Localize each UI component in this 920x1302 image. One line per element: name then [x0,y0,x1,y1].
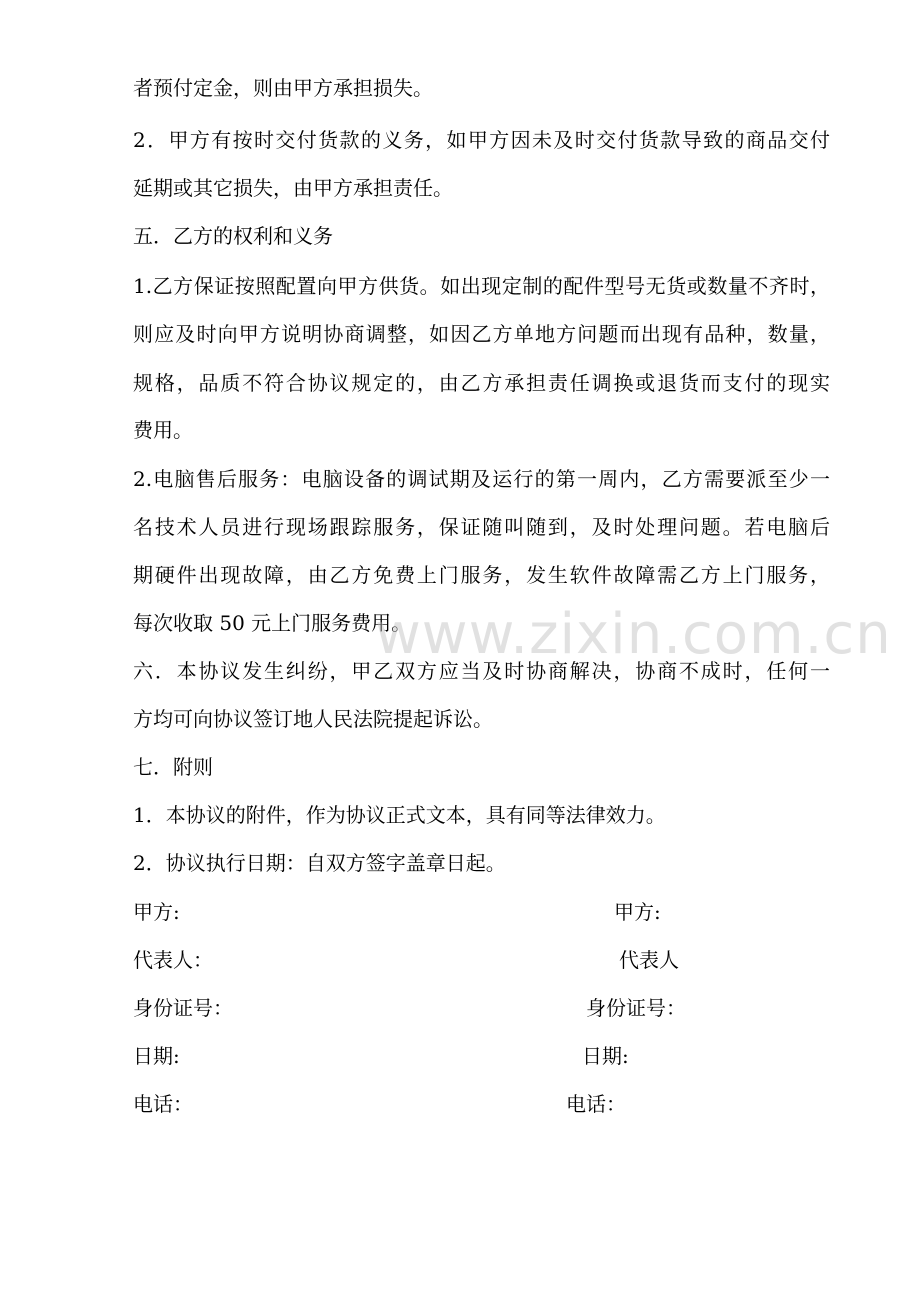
signature-representative-right: 代表人 [619,948,679,972]
body-line-1: 者预付定金，则由甲方承担损失。 [133,76,433,100]
section-heading-6: 六．本协议发生纠纷，甲乙双方应当及时协商解决，协商不成时，任何一 [133,659,830,683]
section-heading-7: 七．附则 [133,755,213,779]
body-line-17: 2．协议执行日期：自双方签字盖章日起。 [133,851,506,875]
body-line-10: 名技术人员进行现场跟踪服务，保证随叫随到，及时处理问题。若电脑后 [133,515,830,539]
body-line-16: 1．本协议的附件，作为协议正式文本，具有同等法律效力。 [133,803,666,827]
signature-representative-left: 代表人： [133,948,213,972]
section-heading-5: 五．乙方的权利和义务 [133,224,333,248]
body-line-9: 2.电脑售后服务：电脑设备的调试期及运行的第一周内，乙方需要派至少一 [133,467,830,491]
body-line-2: 2．甲方有按时交付货款的义务，如甲方因未及时交付货款导致的商品交付 [133,128,830,152]
signature-id-left: 身份证号： [133,996,233,1020]
signature-party-a-right: 甲方: [614,900,661,924]
signature-party-a-left: 甲方: [133,900,180,924]
signature-id-right: 身份证号： [586,996,686,1020]
signature-phone-left: 电话： [133,1092,193,1116]
signature-phone-right: 电话： [566,1092,626,1116]
body-line-14: 方均可向协议签订地人民法院提起诉讼。 [133,707,493,731]
watermark: www.zixin.com.cn [375,602,892,667]
body-line-6: 则应及时向甲方说明协商调整，如因乙方单地方问题而出现有品种，数量， [133,322,830,346]
signature-date-right: 日期: [582,1044,629,1068]
body-line-3: 延期或其它损失，由甲方承担责任。 [133,176,453,200]
signature-date-left: 日期: [133,1044,180,1068]
body-line-11: 期硬件出现故障，由乙方免费上门服务，发生软件故障需乙方上门服务， [133,563,830,587]
body-line-12: 每次收取 50 元上门服务费用。 [133,611,412,635]
body-line-5: 1.乙方保证按照配置向甲方供货。如出现定制的配件型号无货或数量不齐时， [133,274,830,298]
body-line-7: 规格，品质不符合协议规定的，由乙方承担责任调换或退货而支付的现实 [133,371,830,395]
body-line-8: 费用。 [133,418,193,442]
